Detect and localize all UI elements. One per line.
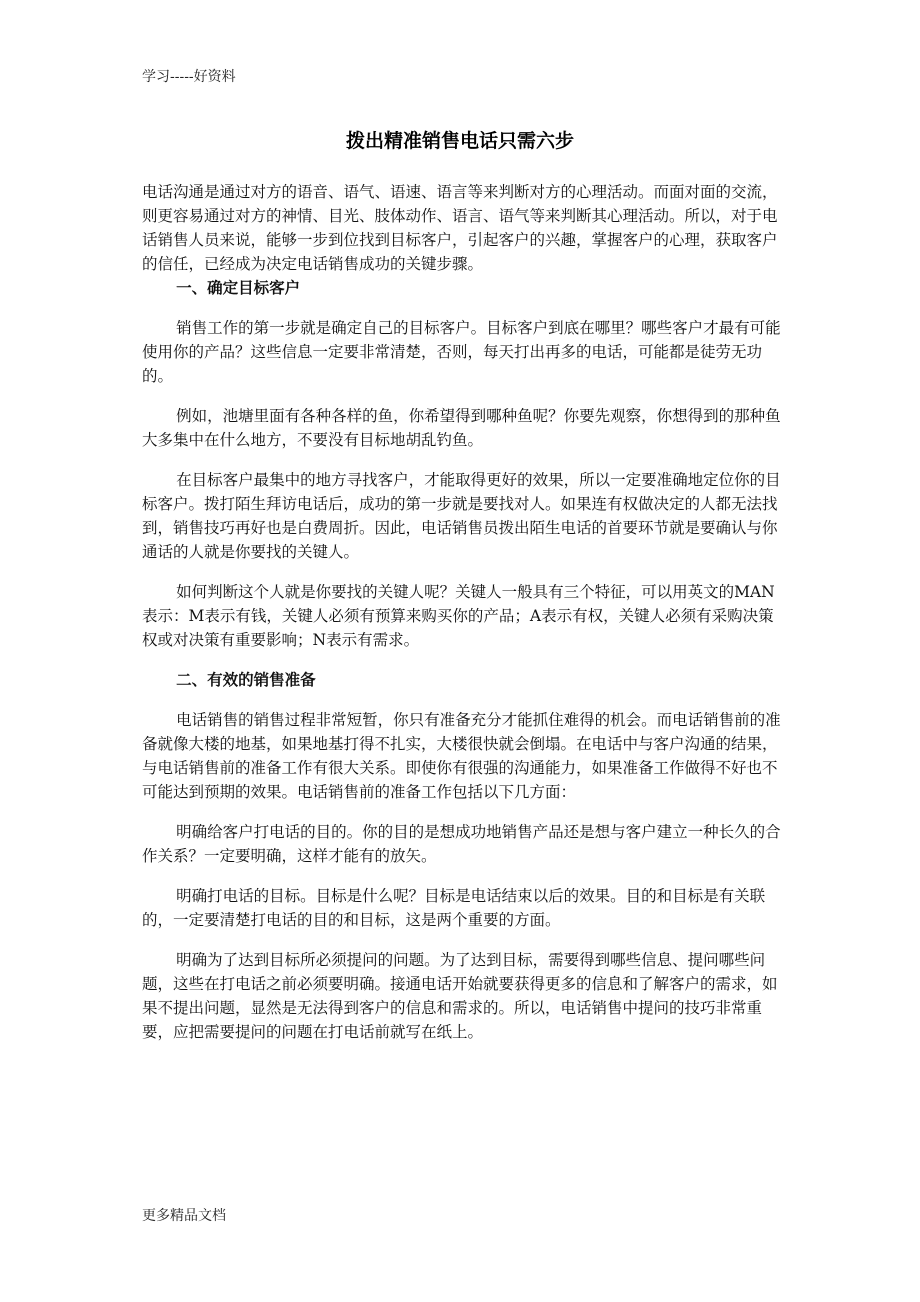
section2-paragraph: 明确为了达到目标所必须提问的问题。为了达到目标，需要得到哪些信息、提问哪些问题，这些在打电话之前必须要明确。接通电话开始就要获得更多的信息和了解客户的需求，如果不提出问题，显然是无法得到客户的信息和需求的。所以，电话销售中提问的技巧非常重要，应把需要提问的问题在打电话前就写在纸上。 bbox=[142, 951, 778, 1041]
intro-paragraph: 电话沟通是通过对方的语音、语气、语速、语言等来判断对方的心理活动。而面对面的交流，则更容易通过对方的神情、目光、肢体动作、语言、语气等来判断其心理活动。所以，对于电话销售人员来说，能够一步到位找到目标客户，引起客户的兴趣，掌握客户的心理，获取客户的信任，已经成为决定电话销售成功的关键步骤。 bbox=[142, 183, 778, 273]
section1-paragraph: 如何判断这个人就是你要找的关键人呢？关键人一般具有三个特征，可以用英文的MAN表示：M表示有钱，关键人必须有预算来购买你的产品；A表示有权，关键人必须有采购决策权或对决策有重要影响；N表示有需求。 bbox=[142, 583, 775, 649]
document-title: 拨出精准销售电话只需六步 bbox=[345, 130, 574, 152]
document-body bbox=[142, 180, 782, 1044]
section1-paragraph: 销售工作的第一步就是确定自己的目标客户。目标客户到底在哪里？哪些客户才最有可能使用你的产品？这些信息一定要非常清楚，否则，每天打出再多的电话，可能都是徒劳无功的。 bbox=[142, 319, 781, 385]
section1-paragraph: 在目标客户最集中的地方寻找客户，才能取得更好的效果，所以一定要准确地定位你的目标客户。拨打陌生拜访电话后，成功的第一步就是要找对人。如果连有权做决定的人都无法找到，销售技巧再好也是白费周折。因此，电话销售员拨出陌生电话的首要环节就是要确认与你通话的人就是你要找的关键人。 bbox=[142, 471, 781, 561]
page-footer: 更多精品文档 bbox=[142, 1208, 226, 1224]
section-heading-2: 二、有效的销售准备 bbox=[176, 670, 316, 689]
section2-paragraph: 电话销售的销售过程非常短暂，你只有准备充分才能抓住难得的机会。而电话销售前的准备就像大楼的地基，如果地基打得不扎实，大楼很快就会倒塌。在电话中与客户沟通的结果，与电话销售前的准备工作有很大关系。即使你有很强的沟通能力，如果准备工作做得不好也不可能达到预期的效果。电话销售前的准备工作包括以下几方面： bbox=[142, 711, 781, 801]
page-header: 学习-----好资料 bbox=[142, 69, 236, 85]
section-heading-1: 一、确定目标客户 bbox=[176, 278, 301, 297]
section2-paragraph: 明确给客户打电话的目的。你的目的是想成功地销售产品还是想与客户建立一种长久的合作关系？一定要明确，这样才能有的放矢。 bbox=[142, 823, 781, 865]
section1-paragraph: 例如，池塘里面有各种各样的鱼，你希望得到哪种鱼呢？你要先观察，你想得到的那种鱼大多集中在什么地方，不要没有目标地胡乱钓鱼。 bbox=[142, 407, 781, 449]
section2-paragraph: 明确打电话的目标。目标是什么呢？目标是电话结束以后的效果。目的和目标是有关联的，一定要清楚打电话的目的和目标，这是两个重要的方面。 bbox=[142, 887, 766, 929]
